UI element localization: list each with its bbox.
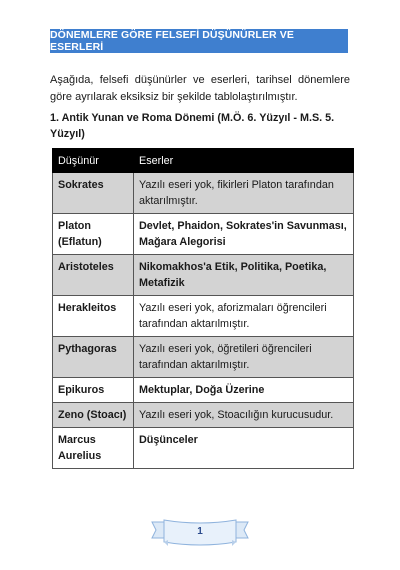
page-title-banner bbox=[50, 29, 348, 53]
table-row bbox=[53, 403, 354, 428]
column-header-thinker: Düşünür bbox=[53, 149, 134, 173]
table-row bbox=[53, 173, 354, 214]
thinker-name: Aristoteles bbox=[53, 255, 134, 296]
table-row bbox=[53, 337, 354, 378]
thinker-name: Platon (Eflatun) bbox=[53, 214, 134, 255]
table-row bbox=[53, 255, 354, 296]
table-row bbox=[53, 378, 354, 403]
thinker-name: Sokrates bbox=[53, 173, 134, 214]
thinker-works: Düşünceler bbox=[134, 428, 354, 469]
table-row bbox=[53, 214, 354, 255]
page-footer bbox=[150, 518, 250, 550]
column-header-works: Eserler bbox=[134, 149, 354, 173]
thinker-works: Devlet, Phaidon, Sokrates'in Savunması, Mağara Alegorisi bbox=[134, 214, 354, 255]
thinker-works: Yazılı eseri yok, öğretileri öğrencileri tarafından aktarılmıştır. bbox=[134, 337, 354, 378]
thinker-works: Yazılı eseri yok, aforizmaları öğrencileri tarafından aktarılmıştır. bbox=[134, 296, 354, 337]
table-header-row bbox=[53, 149, 354, 173]
thinker-name: Pythagoras bbox=[53, 337, 134, 378]
page-number: 1 bbox=[197, 526, 203, 537]
table-row bbox=[53, 428, 354, 469]
thinker-name: Marcus Aurelius bbox=[53, 428, 134, 469]
thinkers-table bbox=[52, 148, 354, 469]
table-row bbox=[53, 296, 354, 337]
page-title: DÖNEMLERE GÖRE FELSEFİ DÜŞÜNÜRLER VE ESERLERİ bbox=[50, 29, 294, 53]
thinker-name: Herakleitos bbox=[53, 296, 134, 337]
thinker-name: Zeno (Stoacı) bbox=[53, 403, 134, 428]
thinker-works: Nikomakhos'a Etik, Politika, Poetika, Metafizik bbox=[134, 255, 354, 296]
thinker-works: Yazılı eseri yok, fikirleri Platon tarafından aktarılmıştır. bbox=[134, 173, 354, 214]
thinker-works: Mektuplar, Doğa Üzerine bbox=[134, 378, 354, 403]
intro-paragraph: Aşağıda, felsefi düşünürler ve eserleri, tarihsel dönemlere göre ayrılarak eksiksiz bir şekilde tablolaştırılmıştır. bbox=[50, 74, 350, 103]
thinker-works: Yazılı eseri yok, Stoacılığın kurucusudur. bbox=[134, 403, 354, 428]
thinker-name: Epikuros bbox=[53, 378, 134, 403]
section-title: 1. Antik Yunan ve Roma Dönemi (M.Ö. 6. Yüzyıl - M.S. 5. Yüzyıl) bbox=[50, 112, 335, 140]
